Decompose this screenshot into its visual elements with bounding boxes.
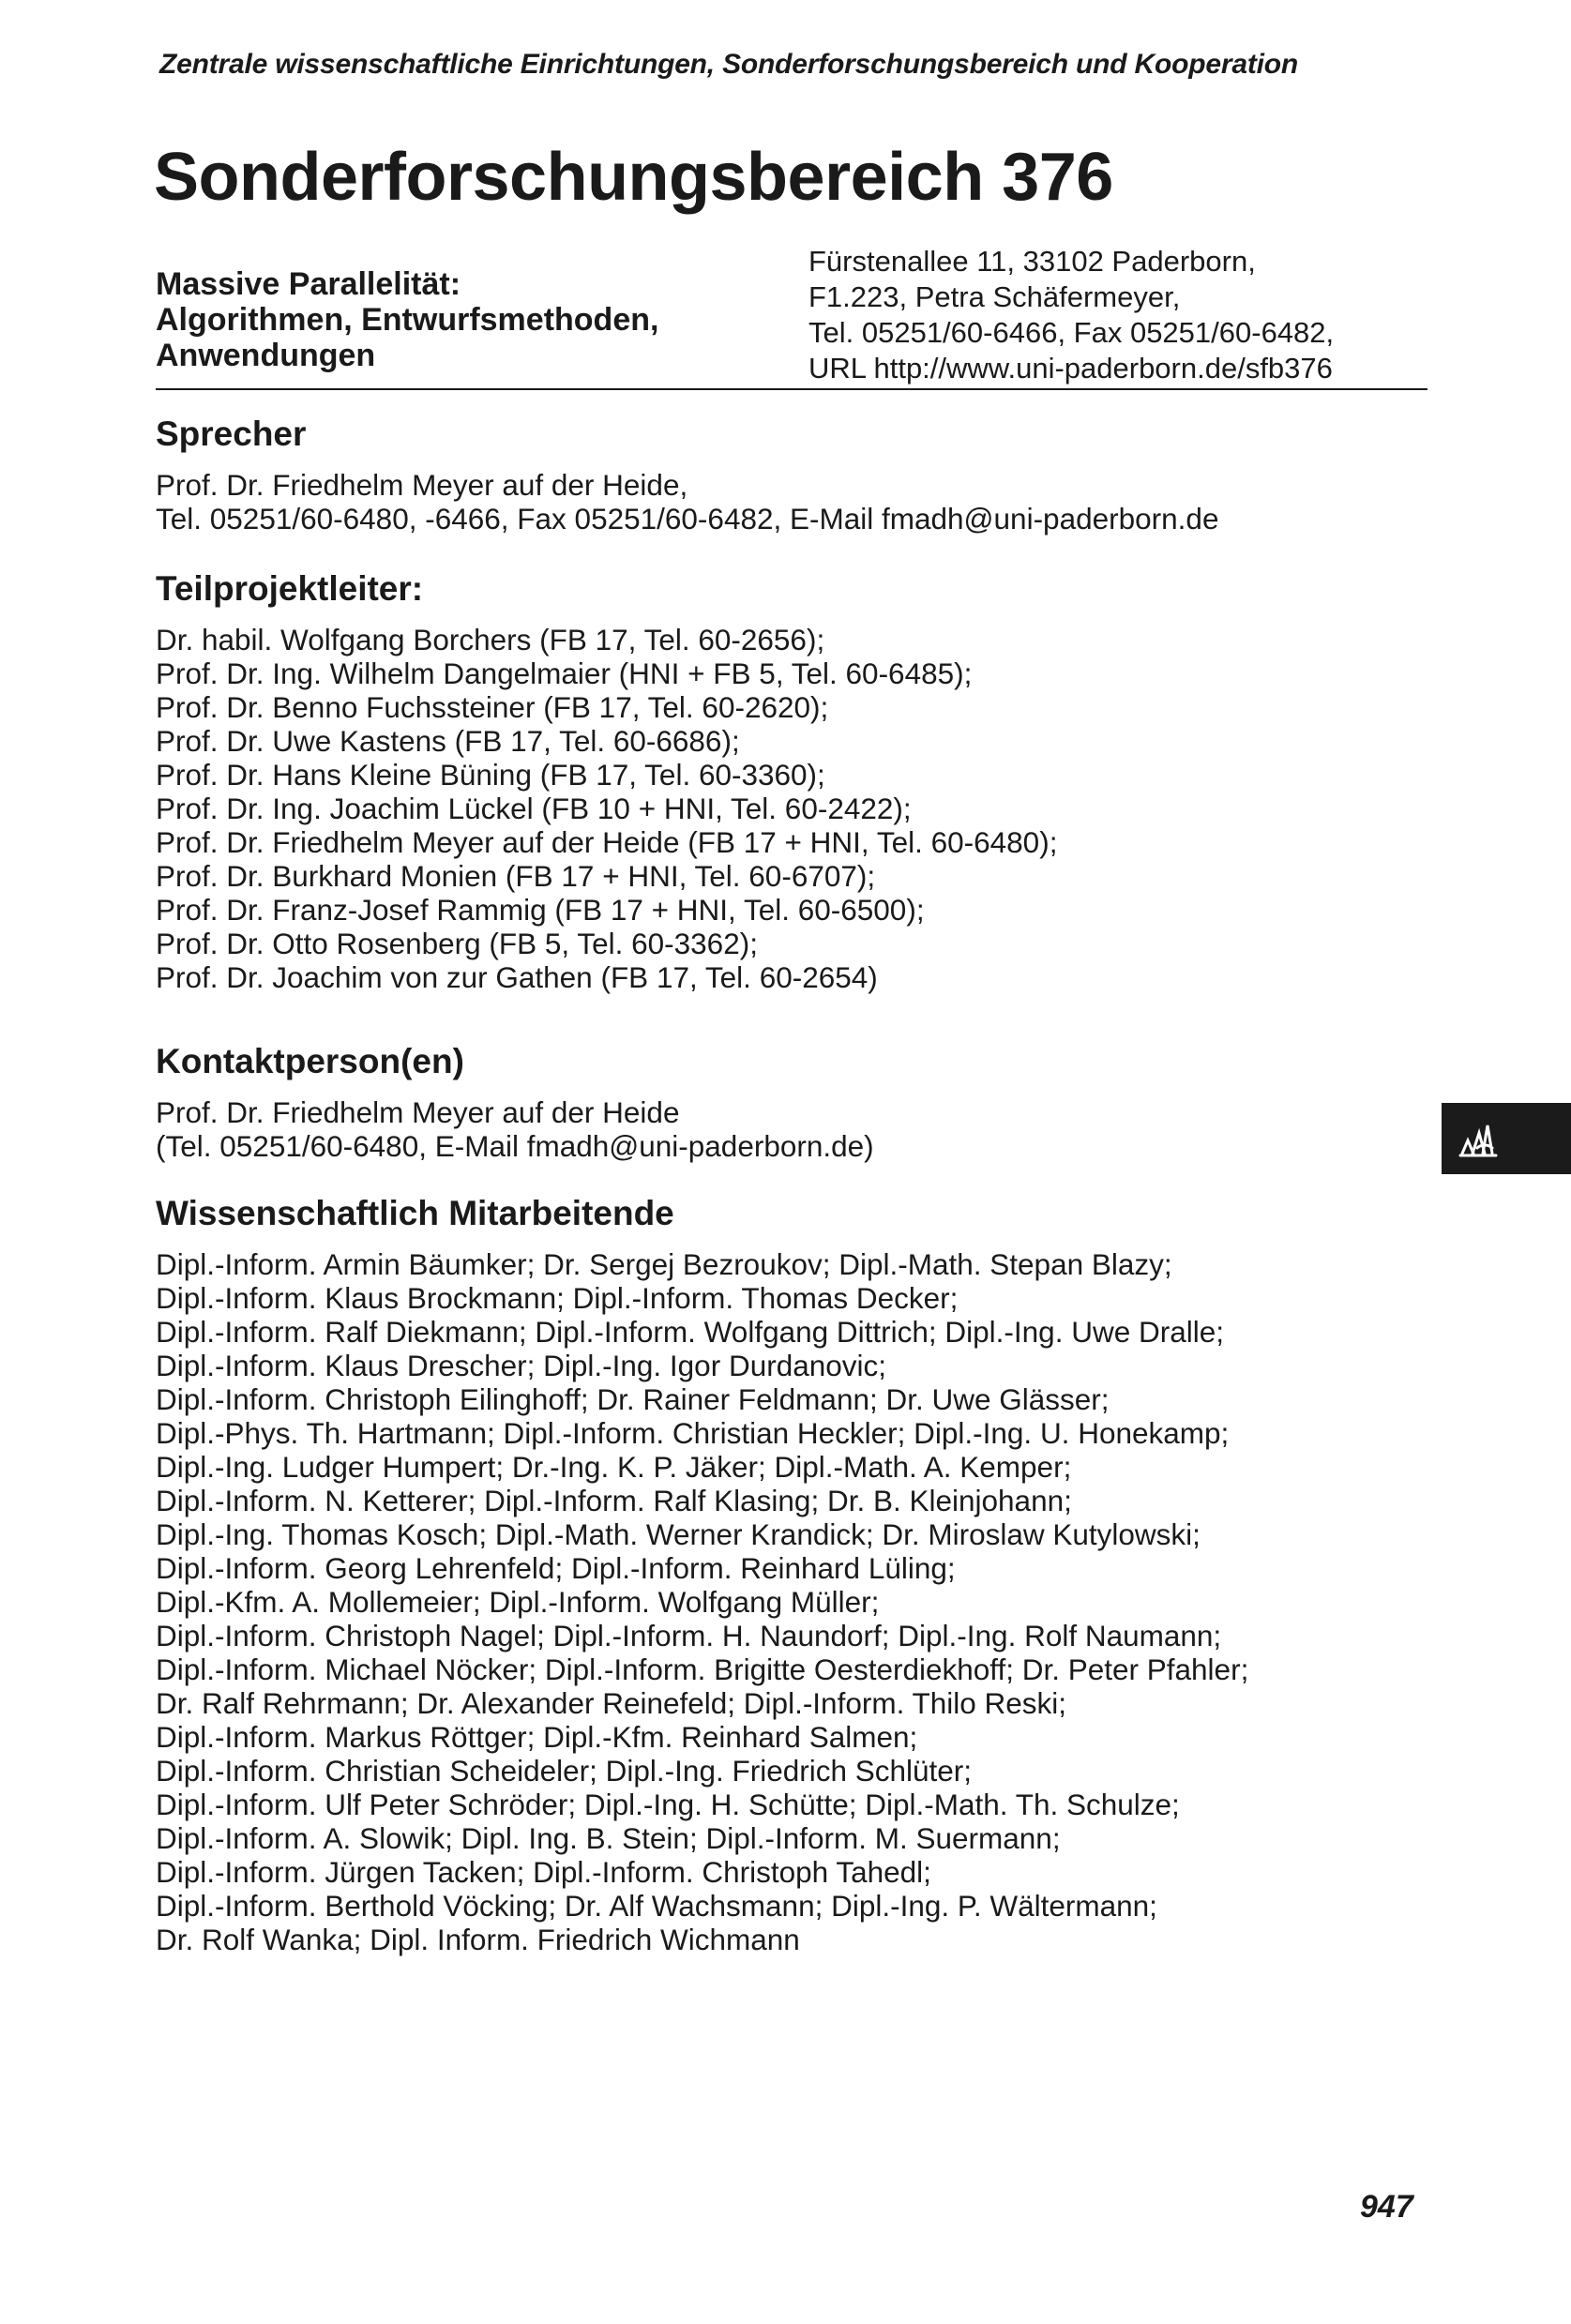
- list-item: Prof. Dr. Benno Fuchssteiner (FB 17, Tel. 60-2620);: [156, 690, 829, 724]
- section-heading: Teilprojektleiter:: [156, 569, 424, 608]
- list-item: Prof. Dr. Otto Rosenberg (FB 5, Tel. 60-3362);: [156, 927, 758, 960]
- list-item: Dipl.-Inform. N. Ketterer; Dipl.-Inform. Ralf Klasing; Dr. B. Kleinjohann;: [156, 1484, 1072, 1517]
- page-number: 947: [1360, 2189, 1413, 2225]
- university-logo-icon: [1457, 1116, 1500, 1161]
- section-heading: Wissenschaftlich Mitarbeitende: [156, 1194, 674, 1232]
- section-sprecher: [156, 414, 1450, 536]
- list-item: Dr. habil. Wolfgang Borchers (FB 17, Tel. 60-2656);: [156, 623, 825, 656]
- list-item: Dipl.-Inform. Klaus Drescher; Dipl.-Ing. Igor Durdanovic;: [156, 1349, 887, 1382]
- list-item: Dipl.-Inform. Klaus Brockmann; Dipl.-Inform. Thomas Decker;: [156, 1281, 959, 1315]
- list-item: Dipl.-Inform. Berthold Vöcking; Dr. Alf Wachsmann; Dipl.-Ing. P. Wältermann;: [156, 1889, 1157, 1923]
- list-item: Dipl.-Inform. Armin Bäumker; Dr. Sergej Bezroukov; Dipl.-Math. Stepan Blazy;: [156, 1247, 1172, 1281]
- address-line-url: URL http://www.uni-paderborn.de/sfb376: [808, 352, 1333, 385]
- section-heading: Sprecher: [156, 415, 307, 453]
- list-item: Dipl.-Inform. Jürgen Tacken; Dipl.-Inform. Christoph Tahedl;: [156, 1855, 931, 1889]
- address-line: Fürstenallee 11, 33102 Paderborn,: [808, 245, 1256, 278]
- section-teilprojektleiter: [156, 568, 1450, 994]
- section-line: (Tel. 05251/60-6480, E-Mail fmadh@uni-paderborn.de): [156, 1129, 874, 1163]
- list-item: Dipl.-Inform. Christian Scheideler; Dipl.-Ing. Friedrich Schlüter;: [156, 1754, 973, 1788]
- list-item: Dipl.-Inform. Christoph Nagel; Dipl.-Inform. H. Naundorf; Dipl.-Ing. Rolf Naumann;: [156, 1619, 1222, 1652]
- subtitle-line: Algorithmen, Entwurfsmethoden,: [156, 302, 659, 338]
- list-item: Dipl.-Phys. Th. Hartmann; Dipl.-Inform. Christian Heckler; Dipl.-Ing. U. Honekamp;: [156, 1416, 1230, 1450]
- list-item: Dr. Ralf Rehrmann; Dr. Alexander Reinefeld; Dipl.-Inform. Thilo Reski;: [156, 1686, 1067, 1720]
- list-item: Dipl.-Inform. Georg Lehrenfeld; Dipl.-Inform. Reinhard Lüling;: [156, 1551, 956, 1585]
- list-item: Prof. Dr. Burkhard Monien (FB 17 + HNI, Tel. 60-6707);: [156, 859, 876, 893]
- list-item: Dipl.-Ing. Thomas Kosch; Dipl.-Math. Werner Krandick; Dr. Miroslaw Kutylowski;: [156, 1517, 1201, 1551]
- address-line: F1.223, Petra Schäfermeyer,: [808, 280, 1181, 313]
- subtitle-line: Anwendungen: [156, 338, 376, 373]
- list-item: Prof. Dr. Ing. Wilhelm Dangelmaier (HNI + FB 5, Tel. 60-6485);: [156, 656, 973, 690]
- running-header: Zentrale wissenschaftliche Einrichtungen, Sonderforschungsbereich und Kooperation: [159, 49, 1298, 80]
- section-line: Prof. Dr. Friedhelm Meyer auf der Heide,: [156, 468, 688, 502]
- list-item: Dipl.-Inform. Ulf Peter Schröder; Dipl.-Ing. H. Schütte; Dipl.-Math. Th. Schulze;: [156, 1788, 1180, 1821]
- list-item: Dipl.-Kfm. A. Mollemeier; Dipl.-Inform. Wolfgang Müller;: [156, 1585, 880, 1619]
- list-item: Prof. Dr. Hans Kleine Büning (FB 17, Tel. 60-3360);: [156, 758, 825, 792]
- list-item: Dipl.-Inform. A. Slowik; Dipl. Ing. B. Stein; Dipl.-Inform. M. Suermann;: [156, 1821, 1061, 1855]
- address-block: [808, 244, 1427, 386]
- header-divider: [156, 388, 1427, 390]
- list-item: Prof. Dr. Ing. Joachim Lückel (FB 10 + HNI, Tel. 60-2422);: [156, 792, 912, 825]
- list-item: Dipl.-Inform. Markus Röttger; Dipl.-Kfm. Reinhard Salmen;: [156, 1720, 918, 1754]
- subtitle-block: [156, 266, 756, 373]
- list-item: Dipl.-Inform. Ralf Diekmann; Dipl.-Inform. Wolfgang Dittrich; Dipl.-Ing. Uwe Dralle;: [156, 1315, 1224, 1349]
- page-title: Sonderforschungsbereich 376: [154, 140, 1113, 215]
- list-item: Prof. Dr. Joachim von zur Gathen (FB 17, Tel. 60-2654): [156, 960, 878, 994]
- section-kontakt: [156, 1041, 1450, 1163]
- list-item: Prof. Dr. Uwe Kastens (FB 17, Tel. 60-6686);: [156, 724, 740, 758]
- list-item: Prof. Dr. Franz-Josef Rammig (FB 17 + HNI, Tel. 60-6500);: [156, 893, 925, 927]
- subtitle-line: Massive Parallelität:: [156, 266, 461, 302]
- list-item: Dipl.-Inform. Christoph Eilinghoff; Dr. Rainer Feldmann; Dr. Uwe Glässer;: [156, 1382, 1110, 1416]
- list-item: Prof. Dr. Friedhelm Meyer auf der Heide (FB 17 + HNI, Tel. 60-6480);: [156, 825, 1058, 859]
- section-heading: Kontaktperson(en): [156, 1042, 464, 1080]
- section-line: Prof. Dr. Friedhelm Meyer auf der Heide: [156, 1095, 680, 1129]
- chapter-side-tab: [1442, 1103, 1571, 1174]
- section-mitarbeitende: [156, 1193, 1450, 1956]
- list-item: Dipl.-Ing. Ludger Humpert; Dr.-Ing. K. P. Jäker; Dipl.-Math. A. Kemper;: [156, 1450, 1072, 1484]
- section-line: Tel. 05251/60-6480, -6466, Fax 05251/60-6482, E-Mail fmadh@uni-paderborn.de: [156, 502, 1219, 536]
- list-item: Dr. Rolf Wanka; Dipl. Inform. Friedrich Wichmann: [156, 1923, 800, 1956]
- address-line: Tel. 05251/60-6466, Fax 05251/60-6482,: [808, 316, 1335, 349]
- list-item: Dipl.-Inform. Michael Nöcker; Dipl.-Inform. Brigitte Oesterdiekhoff; Dr. Peter Pfahler;: [156, 1652, 1249, 1686]
